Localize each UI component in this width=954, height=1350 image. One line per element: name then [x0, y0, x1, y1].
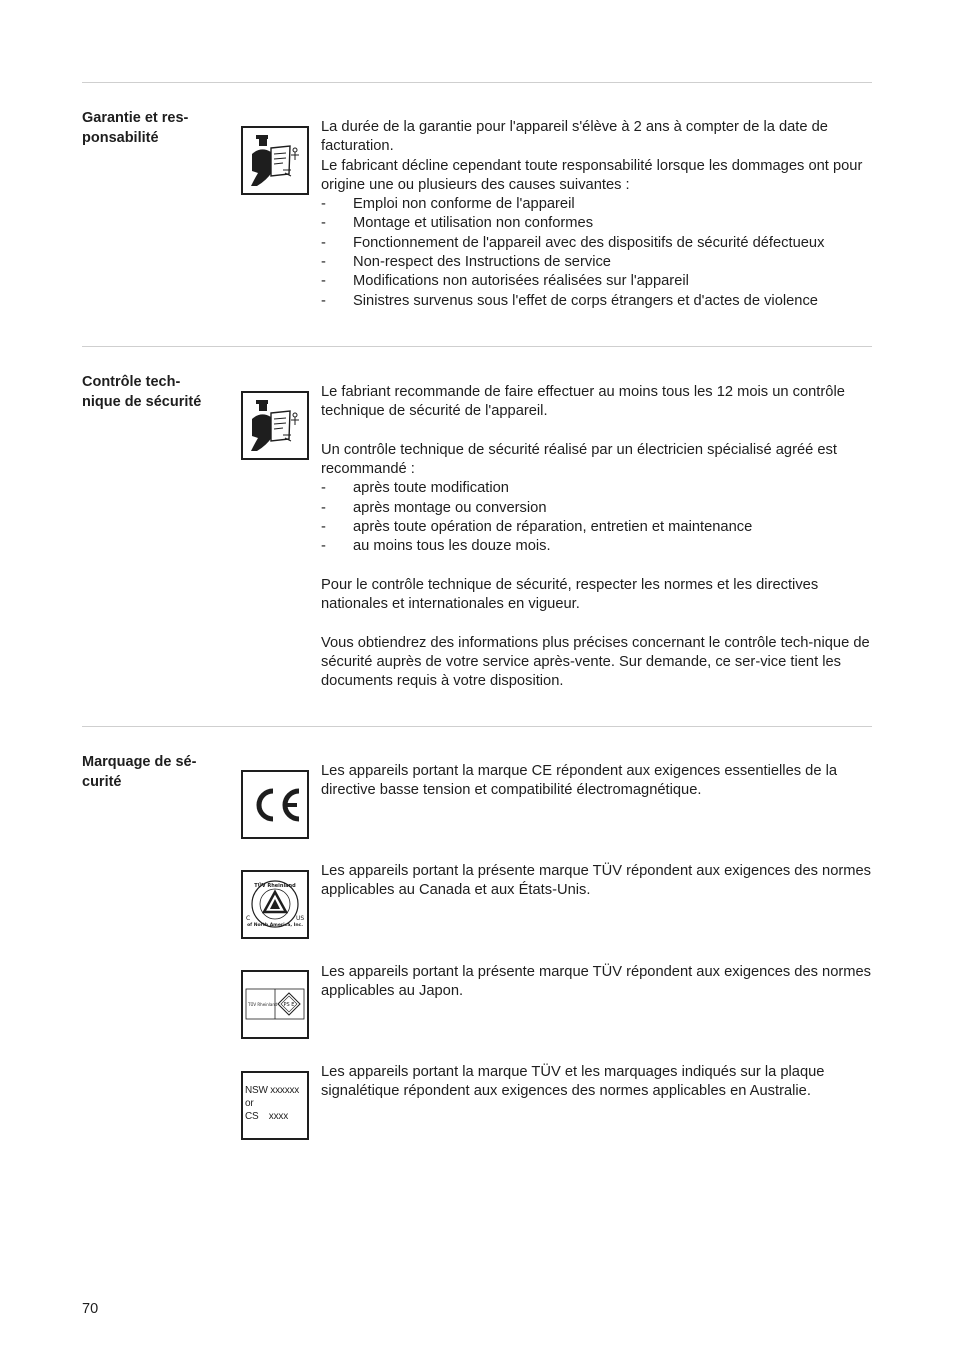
inspection-text	[321, 383, 873, 692]
list-item: - après toute opération de réparation, entretien et maintenance	[321, 518, 873, 537]
section-divider	[82, 726, 872, 727]
inspection-list	[321, 479, 873, 556]
paragraph: Un contrôle technique de sécurité réalisé par un électricien spécialisé agréé est recommandé :	[321, 441, 837, 478]
paragraph: Le fabriant recommande de faire effectuer au moins tous les 12 mois un contrôle technique de sécurité de l'appareil.	[321, 384, 845, 420]
list-item: - après montage ou conversion	[321, 499, 873, 518]
list-item: - Fonctionnement de l'appareil avec des dispositifs de sécurité défectueux	[321, 234, 873, 253]
australia-text: Les appareils portant la marque TÜV et les marquages indiqués sur la plaque signalétique répondent aux exigences des normes applicables en Australie.	[321, 1064, 825, 1100]
paragraph: Le fabricant décline cependant toute responsabilité lorsque les dommages ont pour origine une ou plusieurs des causes suivantes :	[321, 157, 863, 193]
section-divider	[82, 346, 872, 347]
tuv-bottom-label: of North America, Inc.	[247, 923, 303, 928]
list-item: - après toute modification	[321, 479, 873, 498]
list-item: - Modifications non autorisées réalisées sur l'appareil	[321, 272, 873, 291]
paragraph: La durée de la garantie pour l'appareil s'élève à 2 ans à compter de la date de facturation.	[321, 119, 828, 155]
tuv-left-label: C	[246, 915, 251, 922]
nsw-cs-australia-icon	[241, 1071, 309, 1140]
paragraph: Vous obtiendrez des informations plus précises concernant le contrôle tech-nique de sécurité auprès de votre service après-vente. Sur demande, ce ser-vice tient les documents requis à votre disposition.	[321, 634, 870, 690]
read-manual-icon	[241, 126, 309, 195]
page-number: 70	[82, 1301, 99, 1317]
tuv-pse-japan-icon	[241, 970, 309, 1039]
nsw-cs-label: NSW xxxxxx or CS xxxx	[245, 1085, 300, 1122]
list-item: - Non-respect des Instructions de service	[321, 253, 873, 272]
tuv-right-label: US	[296, 915, 305, 922]
list-item: - Sinistres survenus sous l'effet de corps étrangers et d'actes de violence	[321, 292, 873, 311]
read-manual-icon	[241, 391, 309, 460]
tuv-jp-label: TÜV Rheinland	[248, 1002, 278, 1007]
tuv-north-america-text: Les appareils portant la présente marque TÜV répondent aux exigences des normes applicables au Canada et aux États-Unis.	[321, 863, 872, 899]
list-item: - Montage et utilisation non conformes	[321, 214, 873, 233]
warranty-text	[321, 118, 873, 311]
tuv-north-america-icon	[241, 870, 309, 939]
cause-list	[321, 195, 873, 311]
tuv-top-label: TÜV Rheinland	[254, 883, 296, 889]
pse-mark-label: PS E	[283, 1002, 295, 1008]
tuv-japan-text: Les appareils portant la présente marque TÜV répondent aux exigences des normes applicables au Japon.	[321, 964, 872, 1000]
paragraph: Pour le contrôle technique de sécurité, respecter les normes et les directives nationales et internationales en vigueur.	[321, 576, 819, 613]
list-item: - Emploi non conforme de l'appareil	[321, 195, 873, 214]
section-heading-garantie: Garantie et res- ponsabilité	[82, 110, 189, 146]
section-heading-controle: Contrôle tech- nique de sécurité	[82, 374, 202, 410]
list-item: - au moins tous les douze mois.	[321, 537, 873, 556]
ce-mark-text: Les appareils portant la marque CE répondent aux exigences essentielles de la directive basse tension et compatibilité électromagnétique.	[321, 763, 838, 799]
section-divider	[82, 82, 872, 83]
section-heading-marquage: Marquage de sé- curité	[82, 754, 197, 790]
ce-mark-icon	[241, 770, 309, 839]
